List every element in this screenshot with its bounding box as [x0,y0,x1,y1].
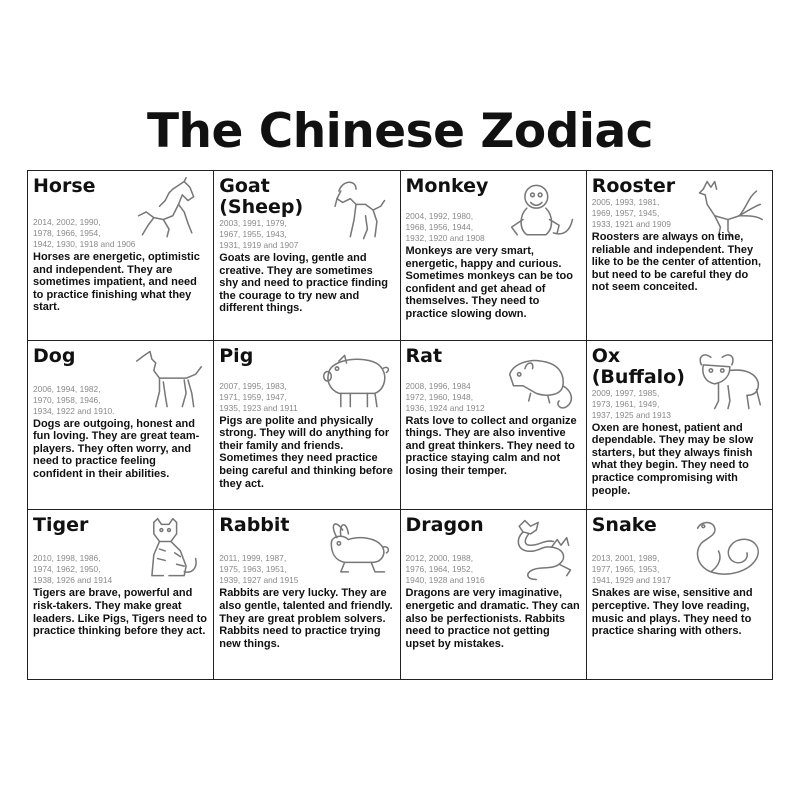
sign-name: Dog [33,344,76,367]
sign-name: Dragon [405,514,484,537]
zodiac-card-ox [587,341,773,511]
sign-name: Rooster [591,175,676,197]
zodiac-card-rabbit [214,510,400,680]
zodiac-card-goat [214,171,400,341]
sign-years: 2008, 1996, 1984 1972, 1960, 1948, 1936, 1924 and 1912 [405,380,485,413]
zodiac-card-pig [214,341,400,511]
sign-years: 2009, 1997, 1985, 1973, 1961, 1949, 1937, 1925 and 1913 [591,387,671,420]
sign-description: Horses are energetic, optimistic and independent. They are sometimes impatient, and need to practice finishing what they start. [33,251,200,314]
zodiac-card-tiger [28,510,214,680]
sign-name: Goat (Sheep) [219,175,304,218]
zodiac-grid [27,170,773,680]
sign-name: Ox (Buffalo) [591,344,685,388]
sign-years: 2013, 2001, 1989, 1977, 1965, 1953, 1941, 1929 and 1917 [591,553,671,586]
sign-description: Dogs are outgoing, honest and fun loving. They are great team-players. They often worry, and need to practice feeling confident in their abilities. [33,417,200,481]
sign-years: 2011, 1999, 1987, 1975, 1963, 1951, 1939, 1927 and 1915 [219,553,299,586]
sign-description: Snakes are wise, sensitive and perceptive. They love reading, music and plays. They need to practice sharing with others. [591,587,753,638]
sign-description: Rabbits are very lucky. They are also gentle, talented and friendly. They are great problem solvers. Rabbits need to practice trying new things. [219,587,393,650]
sign-name: Monkey [405,175,489,197]
sign-description: Tigers are brave, powerful and risk-takers. They make great leaders. Like Pigs, Tigers need to practice thinking before they act. [33,587,208,638]
sign-years: 2003, 1991, 1979, 1967, 1955, 1943, 1931, 1919 and 1907 [219,218,299,250]
sign-name: Horse [33,175,96,197]
sign-name: Pig [219,344,254,367]
sign-description: Monkeys are very smart, energetic, happy and curious. Sometimes monkeys can be too confident and get ahead of themselves. They need to practice slowing down. [405,245,573,320]
zodiac-card-dog [28,341,214,511]
zodiac-card-rat [401,341,587,511]
sign-name: Tiger [33,514,89,537]
zodiac-card-horse [28,171,214,341]
sign-description: Pigs are polite and physically strong. They will do anything for their family and friends. Sometimes they need practice being careful and thinking before they act. [219,414,393,490]
sign-years: 2006, 1994, 1982, 1970, 1958, 1946, 1934, 1922 and 1910. [33,383,115,416]
sign-years: 2014, 2002, 1990, 1978, 1966, 1954, 1942, 1930, 1918 and 1906 [33,217,136,249]
sign-name: Rat [405,344,443,367]
sign-years: 2007, 1995, 1983, 1971, 1959, 1947, 1935, 1923 and 1911 [219,380,298,413]
sign-description: Dragons are very imaginative, energetic and dramatic. They can also be perfectionists. Rabbits need to practice not getting upset by mistakes. [405,587,580,650]
zodiac-card-snake [587,510,773,680]
sign-years: 2012, 2000, 1988, 1976, 1964, 1952, 1940, 1928 and 1916 [405,553,485,586]
sign-description: Goats are loving, gentle and creative. They are sometimes shy and need to practice finding the courage to try new and different things. [219,252,388,315]
zodiac-card-rooster [587,171,773,341]
sign-description: Rats love to collect and organize things. They are also inventive and great thinkers. They need to practice staying calm and not losing their temper. [405,414,577,478]
sign-years: 2004, 1992, 1980, 1968, 1956, 1944, 1932, 1920 and 1908 [405,211,485,243]
page-title: The Chinese Zodiac [146,104,654,159]
sign-name: Rabbit [219,514,290,537]
sign-years: 2005, 1993, 1981, 1969, 1957, 1945, 1933, 1921 and 1909 [591,197,671,229]
sign-description: Oxen are honest, patient and dependable. They may be slow starters, but they always finish what they begin. They need to practice compromising with people. [591,421,754,497]
sign-name: Snake [591,514,657,537]
sign-description: Roosters are always on time, reliable and independent. They like to be the center of attention, but need to be careful they do not seem conceited. [591,231,762,294]
zodiac-card-dragon [401,510,587,680]
zodiac-card-monkey [401,171,587,341]
sign-years: 2010, 1998, 1986, 1974, 1962, 1950, 1938, 1926 and 1914 [33,553,113,586]
